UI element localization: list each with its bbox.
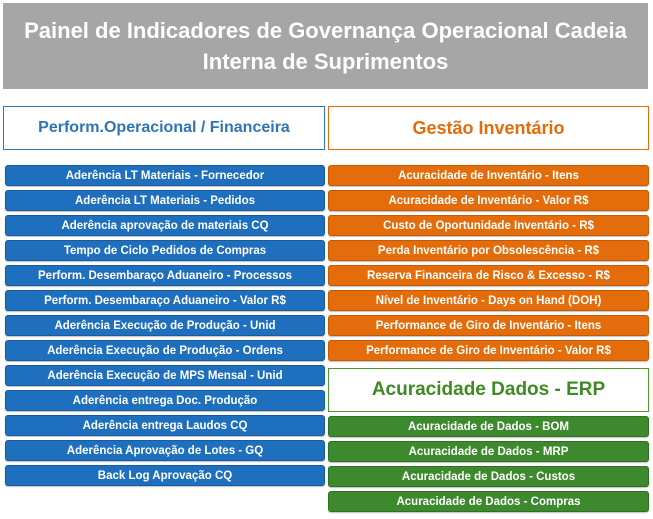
performance-indicator-list (5, 165, 325, 486)
inventory-header: Gestão Inventário (328, 106, 649, 150)
indicator-box: Acuracidade de Dados - Custos (328, 466, 649, 487)
indicator-box: Acuracidade de Inventário - Valor R$ (328, 190, 649, 211)
indicator-box: Perform. Desembaraço Aduaneiro - Processos (5, 265, 325, 286)
indicator-box: Reserva Financeira de Risco & Excesso - R$ (328, 265, 649, 286)
indicator-box: Acuracidade de Dados - BOM (328, 416, 649, 437)
indicator-box: Acuracidade de Inventário - Itens (328, 165, 649, 186)
indicator-box: Back Log Aprovação CQ (5, 465, 325, 486)
page-title (3, 3, 648, 89)
page-title-line-1: Painel de Indicadores de Governança Operacional Cadeia (24, 18, 627, 43)
indicator-box: Acuracidade de Dados - MRP (328, 441, 649, 462)
page-title-line-2: Interna de Suprimentos (202, 49, 449, 74)
indicator-box: Perform. Desembaraço Aduaneiro - Valor R$ (5, 290, 325, 311)
indicator-box: Custo de Oportunidade Inventário - R$ (328, 215, 649, 236)
indicator-box: Tempo de Ciclo Pedidos de Compras (5, 240, 325, 261)
indicator-box: Aderência aprovação de materiais CQ (5, 215, 325, 236)
indicator-box: Aderência entrega Doc. Produção (5, 390, 325, 411)
erp-indicator-list (328, 416, 649, 512)
indicator-box: Aderência Aprovação de Lotes - GQ (5, 440, 325, 461)
indicator-box: Aderência entrega Laudos CQ (5, 415, 325, 436)
indicator-box: Nível de Inventário - Days on Hand (DOH) (328, 290, 649, 311)
performance-header: Perform.Operacional / Financeira (3, 106, 325, 150)
indicator-box: Acuracidade de Dados - Compras (328, 491, 649, 512)
indicator-box: Aderência Execução de MPS Mensal - Unid (5, 365, 325, 386)
indicator-box: Aderência LT Materiais - Pedidos (5, 190, 325, 211)
indicator-box: Aderência LT Materiais - Fornecedor (5, 165, 325, 186)
indicator-box: Performance de Giro de Inventário - Itens (328, 315, 649, 336)
erp-data-header: Acuracidade Dados - ERP (328, 368, 649, 412)
inventory-indicator-list (328, 165, 649, 361)
indicator-box: Performance de Giro de Inventário - Valor R$ (328, 340, 649, 361)
indicator-box: Perda Inventário por Obsolescência - R$ (328, 240, 649, 261)
indicator-box: Aderência Execução de Produção - Ordens (5, 340, 325, 361)
indicator-box: Aderência Execução de Produção - Unid (5, 315, 325, 336)
